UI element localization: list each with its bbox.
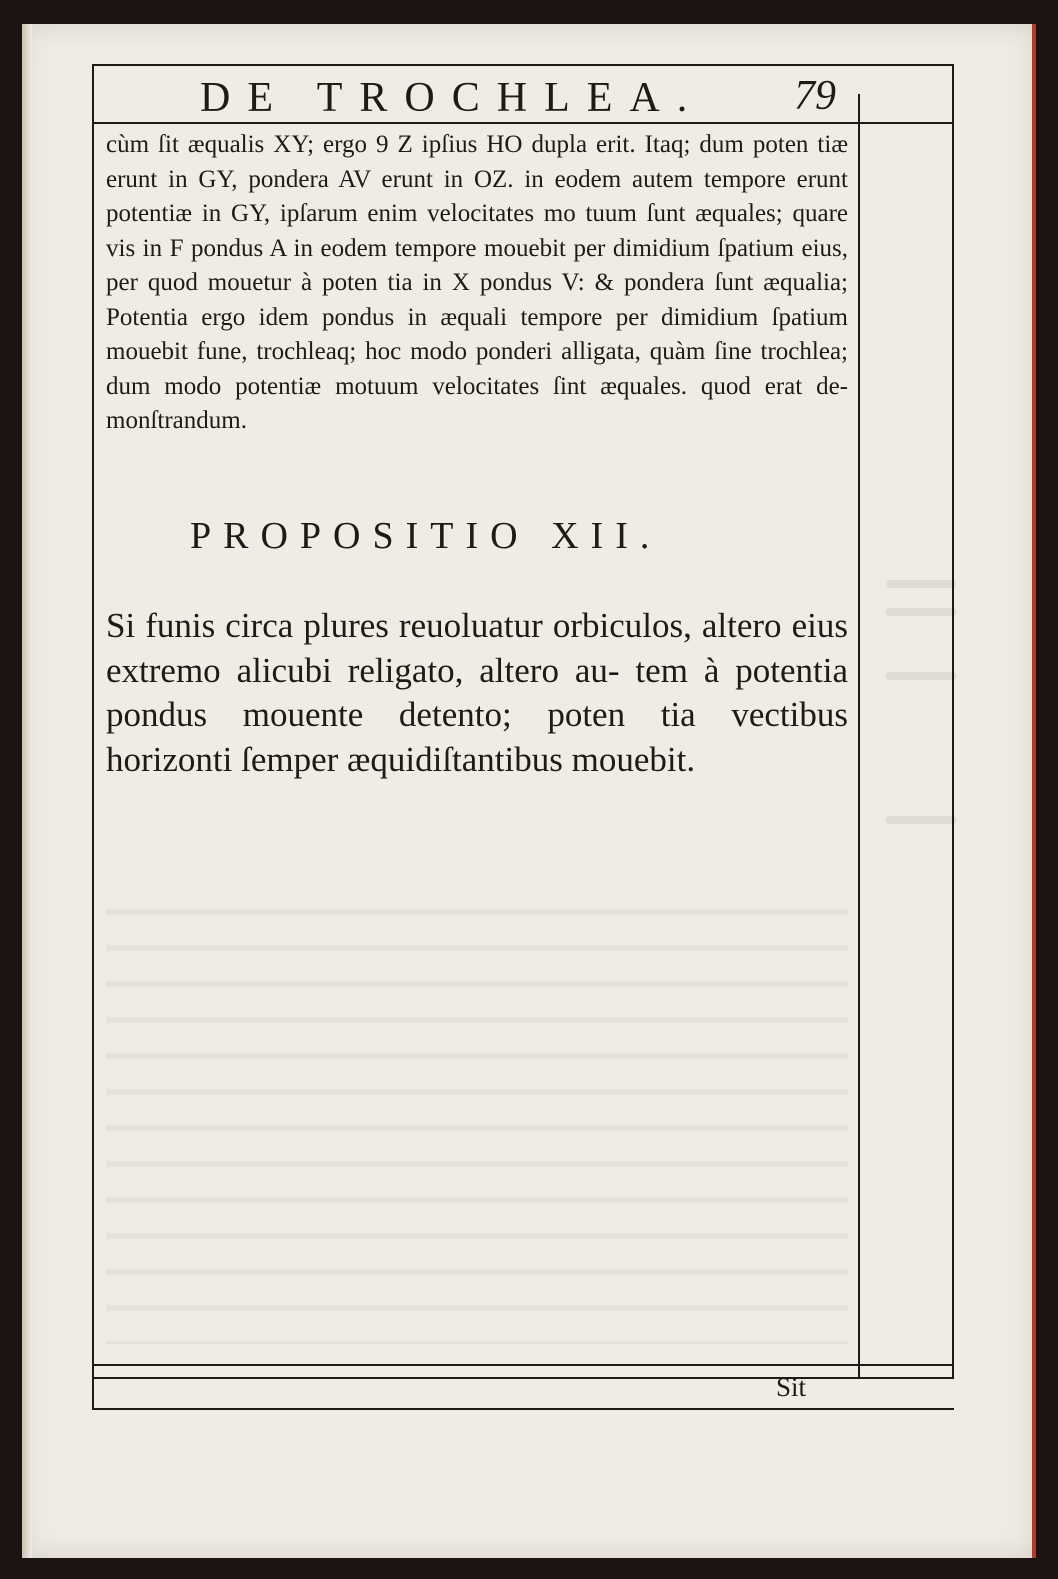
frame-bottom-rule bbox=[92, 1364, 954, 1366]
book-page bbox=[22, 24, 1036, 1558]
proposition-title: PROPOSITIO XII. bbox=[190, 515, 662, 557]
page-gutter-shadow bbox=[22, 24, 32, 1558]
proposition-enunciation: Si funis circa plures reuoluatur orbiculos, altero eius extremo alicubi religato, altero au- tem à potentia pondus mouente detento; poten tia vectibus horizonti ſemper æquidiſtantibus mouebit. bbox=[106, 606, 848, 779]
page-number: 79 bbox=[794, 73, 836, 119]
running-title: DE TROCHLEA. bbox=[200, 75, 705, 121]
frame-base-rule bbox=[92, 1408, 954, 1410]
body-paragraph: cùm ſit æqualis XY; ergo 9 Z ipſius HO dupla erit. Itaq; dum poten tiæ erunt in GY, pondera AV erunt in OZ. in eodem autem tempore erunt potentiæ in GY, ipſarum enim velocitates mo tuum ſunt æquales; quare vis in F pondus A in eodem tempore mouebit per dimidium ſpatium eius, per quod mouetur à poten tia in X pondus V: & pondera ſunt æqualia; Potentia ergo idem pondus in æquali tempore per dimidium ſpatium mouebit fune, trochleaq; hoc modo ponderi alligata, quàm ſine trochlea; dum modo potentiæ motuum velocitates ſint æquales. quod erat de- monſtrandum. bbox=[106, 131, 848, 434]
page-red-edge bbox=[1032, 24, 1036, 1558]
frame-inner-rule bbox=[858, 94, 860, 1379]
header-rule bbox=[92, 122, 954, 124]
catchword: Sit bbox=[776, 1372, 807, 1402]
frame-left-stub bbox=[92, 1364, 94, 1410]
